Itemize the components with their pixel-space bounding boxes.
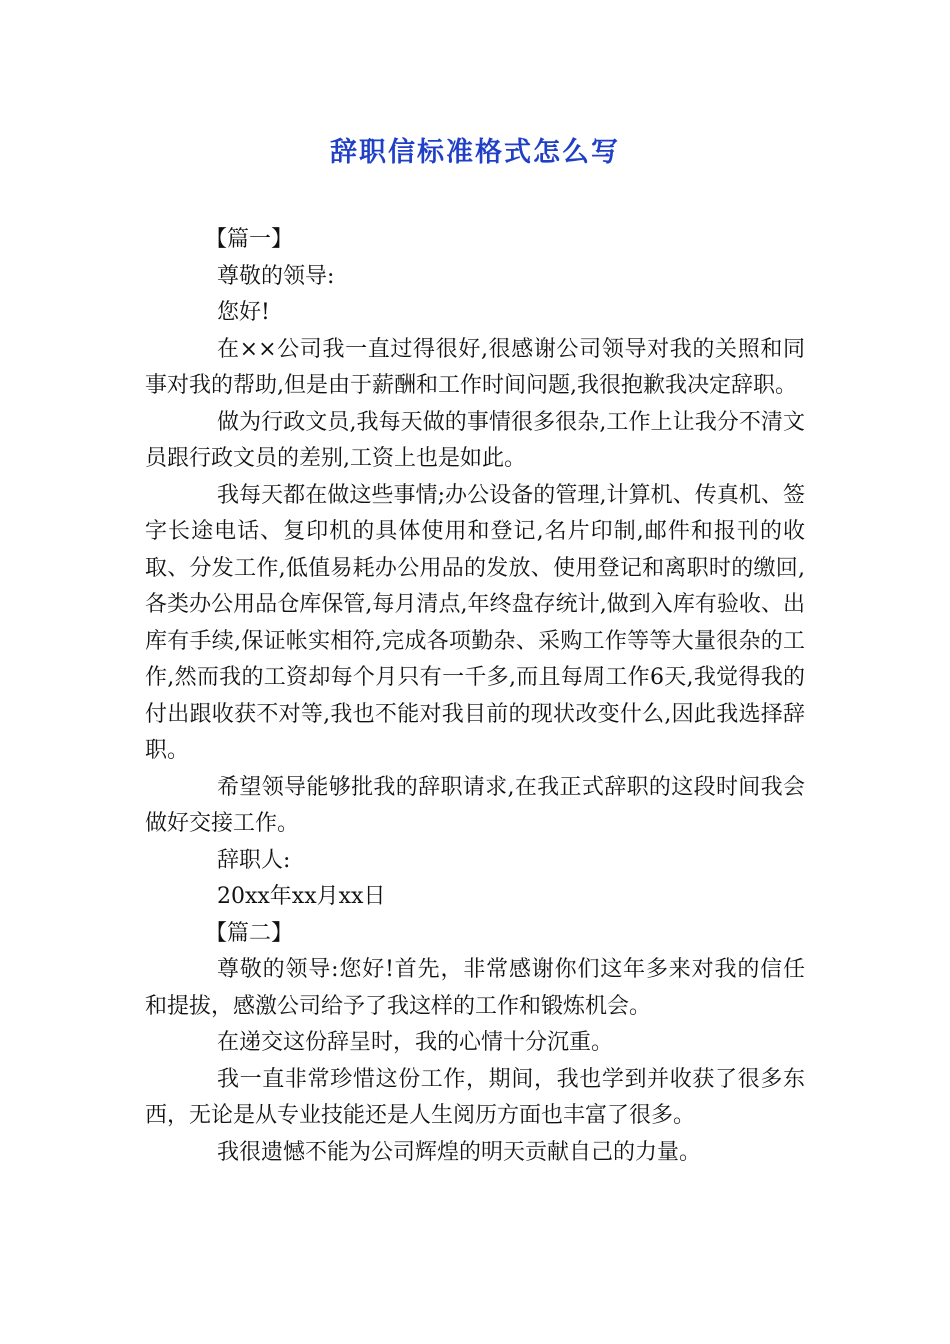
section-heading-1: 【篇一】 [205, 227, 294, 252]
paragraph: 我很遗憾不能为公司辉煌的明天贡献自己的力量。 [217, 1139, 702, 1165]
date-line: 20xx年xx月xx日 [217, 884, 386, 909]
paragraph: 希望领导能够批我的辞职请求,在我正式辞职的这段时间我会做好交接工作。 [145, 774, 805, 836]
section-heading-2: 【篇二】 [205, 920, 294, 946]
paragraph: 在××公司我一直过得很好,很感谢公司领导对我的关照和同事对我的帮助,但是由于薪酬和工作时间问题,我很抱歉我决定辞职。 [145, 336, 805, 398]
signature-line: 辞职人: [217, 847, 291, 873]
paragraph: 我一直非常珍惜这份工作，期间，我也学到并收获了很多东西，无论是从专业技能还是人生阅历方面也丰富了很多。 [145, 1066, 805, 1128]
greeting: 您好! [217, 300, 270, 325]
paragraph: 在递交这份辞呈时，我的心情十分沉重。 [217, 1030, 614, 1055]
document-title: 辞职信标准格式怎么写 [330, 137, 620, 168]
paragraph: 做为行政文员,我每天做的事情很多很杂,工作上让我分不清文员跟行政文员的差别,工资上也是如此。 [145, 409, 805, 471]
paragraph: 尊敬的领导:您好!首先，非常感谢你们这年多来对我的信任和提拔，感激公司给予了我这样的工作和锻炼机会。 [145, 957, 805, 1019]
document-body [145, 222, 805, 1171]
salutation: 尊敬的领导: [217, 263, 335, 289]
paragraph: 我每天都在做这些事情;办公设备的管理,计算机、传真机、签字长途电话、复印机的具体使用和登记,名片印制,邮件和报刊的收取、分发工作,低值易耗办公用品的发放、使用登记和离职时的缴回,各类办公用品仓库保管,每月清点,年终盘存统计,做到入库有验收、出库有手续,保证帐实相符,完成各项勤杂、采购工作等等大量很杂的工作,然而我的工资却每个月只有一千多,而且每周工作6天,我觉得我的付出跟收获不对等,我也不能对我目前的现状改变什么,因此我选择辞职。 [145, 482, 805, 763]
